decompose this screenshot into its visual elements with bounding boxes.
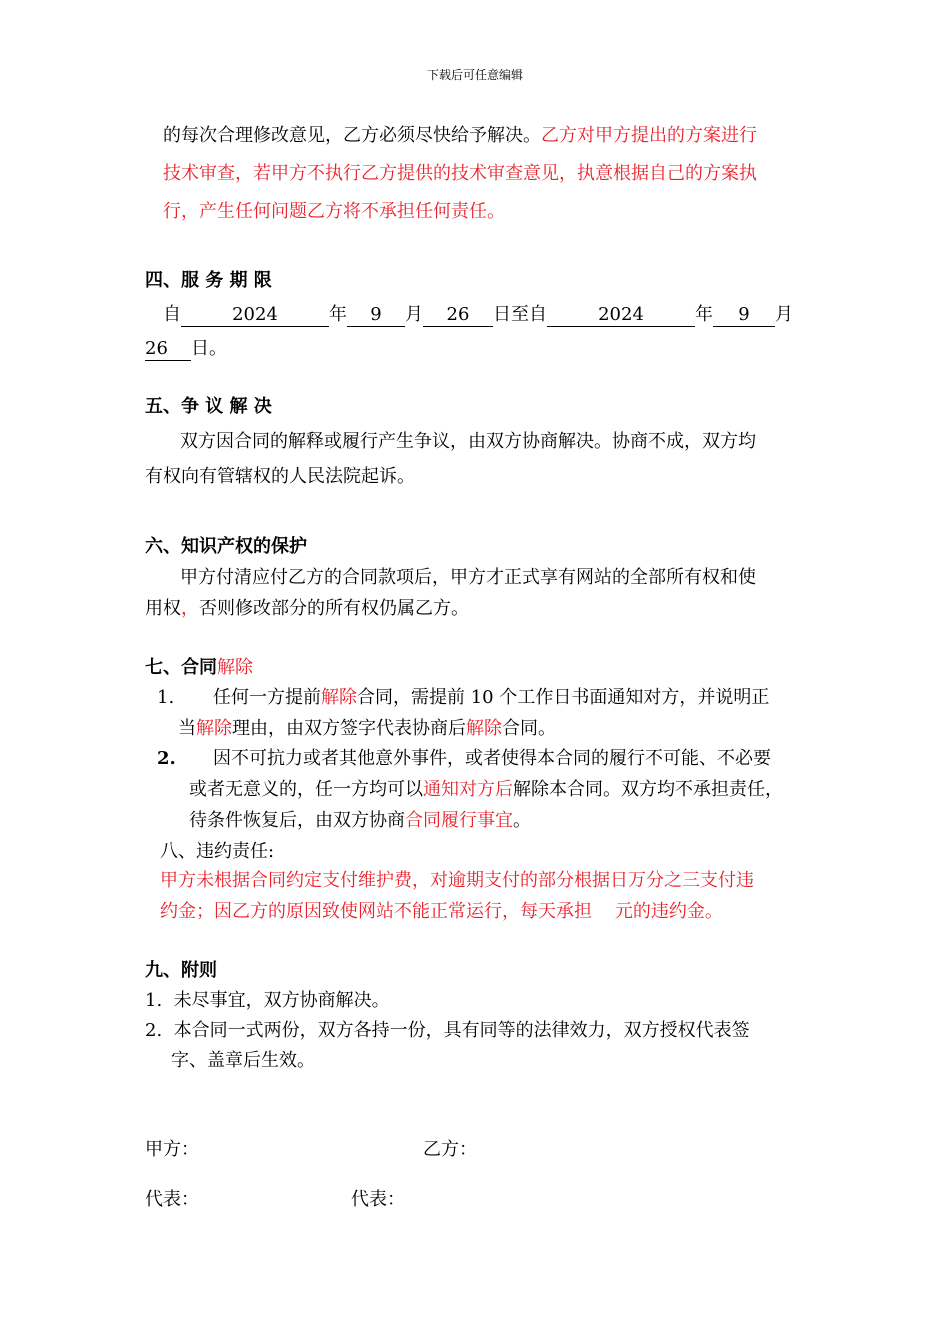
section-7-title-text: 七、合同 [145,657,217,678]
text: 合同。 [502,718,556,739]
start-day-field: 26 [423,304,493,327]
section-7-title [145,656,253,680]
section-8-title: 八、违约责任: [160,841,275,862]
year-label-2: 年 [695,304,713,325]
text: 理由，由双方签字代表协商后 [232,718,466,739]
intro-red-text: 乙方对甲方提出的方案进行 [541,125,757,146]
party-a-label: 甲方： [145,1139,199,1160]
text: 或者无意义的，任一方均可以 [189,779,423,800]
ip-line-1: 甲方付清应付乙方的合同款项后，甲方才正式享有网站的全部所有权和使 [180,567,756,588]
month-label-2: 月 [775,304,793,325]
text: 任何一方提前 [213,687,321,708]
section-4-title: 四、服 务 期 限 [145,270,272,291]
termination-item-1-line-1 [157,686,769,710]
text: 待条件恢复后，由双方协商 [189,810,405,831]
ip-text-a: 用权 [145,598,181,619]
section-6-title: 六、知识产权的保护 [145,536,307,557]
ip-red-comma: ， [181,598,199,619]
text: 合同，需提前 10 个工作日书面通知对方，并说明正 [357,687,770,708]
year-label: 年 [329,304,347,325]
section-5-title: 五、争 议 解 决 [145,396,272,417]
termination-item-2-line-2 [189,778,783,802]
text: 当 [178,718,196,739]
red-text: 解除 [321,687,357,708]
text: 因不可抗力或者其他意外事件，或者使得本合同的履行不可能、不必要 [213,748,771,769]
start-month-field: 9 [347,304,405,327]
text: 。 [513,810,531,831]
breach-line-2: 约金；因乙方的原因致使网站不能正常运行，每天承担 元的违约金。 [160,901,723,922]
dispute-line-1: 双方因合同的解释或履行产生争议，由双方协商解决。协商不成，双方均 [180,431,756,452]
service-period-line-1 [163,303,793,327]
representative-a-label: 代表： [145,1189,199,1210]
start-year-field: 2024 [181,304,329,327]
breach-line-1: 甲方未根据合同约定支付维护费，对逾期支付的部分根据日万分之三支付违 [160,870,754,891]
end-day-field: 26 [145,338,191,361]
month-label: 月 [405,304,423,325]
red-text: 解除 [466,718,502,739]
section-9-title: 九、附则 [145,960,217,981]
end-month-field: 9 [713,304,775,327]
annex-item-2-line-2: 字、盖章后生效。 [171,1050,315,1071]
intro-line-3: 行，产生任何问题乙方将不承担任何责任。 [163,201,505,222]
page-header: 下载后可任意编辑 [426,68,523,82]
dispute-line-2: 有权向有管辖权的人民法院起诉。 [145,466,415,487]
text: 解除本合同。双方均不承担责任， [513,779,783,800]
termination-item-1-line-2 [178,717,556,741]
termination-item-2-line-3 [189,809,531,833]
party-b-label: 乙方： [423,1139,477,1160]
intro-line-1 [163,124,757,148]
annex-item-2-line-1: 2. 本合同一式两份，双方各持一份，具有同等的法律效力，双方授权代表签 [145,1020,750,1041]
termination-item-2-line-1 [157,747,771,771]
day-end-label: 日。 [191,338,227,359]
ip-text-b: 否则修改部分的所有权仍属乙方。 [199,598,469,619]
item-number: 2. [157,748,176,769]
ip-line-2 [145,597,469,621]
day-to-from-label: 日至自 [493,304,547,325]
red-text: 解除 [196,718,232,739]
from-label: 自 [163,304,181,325]
section-7-title-red: 解除 [217,657,253,678]
representative-b-label: 代表： [351,1189,405,1210]
annex-item-1: 1. 未尽事宜，双方协商解决。 [145,990,390,1011]
intro-line-2: 技术审查，若甲方不执行乙方提供的技术审查意见，执意根据自己的方案执 [163,163,757,184]
red-text: 通知对方后 [423,779,513,800]
item-number: 1. [157,687,175,708]
red-text: 合同履行事宜 [405,810,513,831]
intro-text: 的每次合理修改意见，乙方必须尽快给予解决。 [163,125,541,146]
service-period-line-2 [145,337,227,361]
end-year-field: 2024 [547,304,695,327]
